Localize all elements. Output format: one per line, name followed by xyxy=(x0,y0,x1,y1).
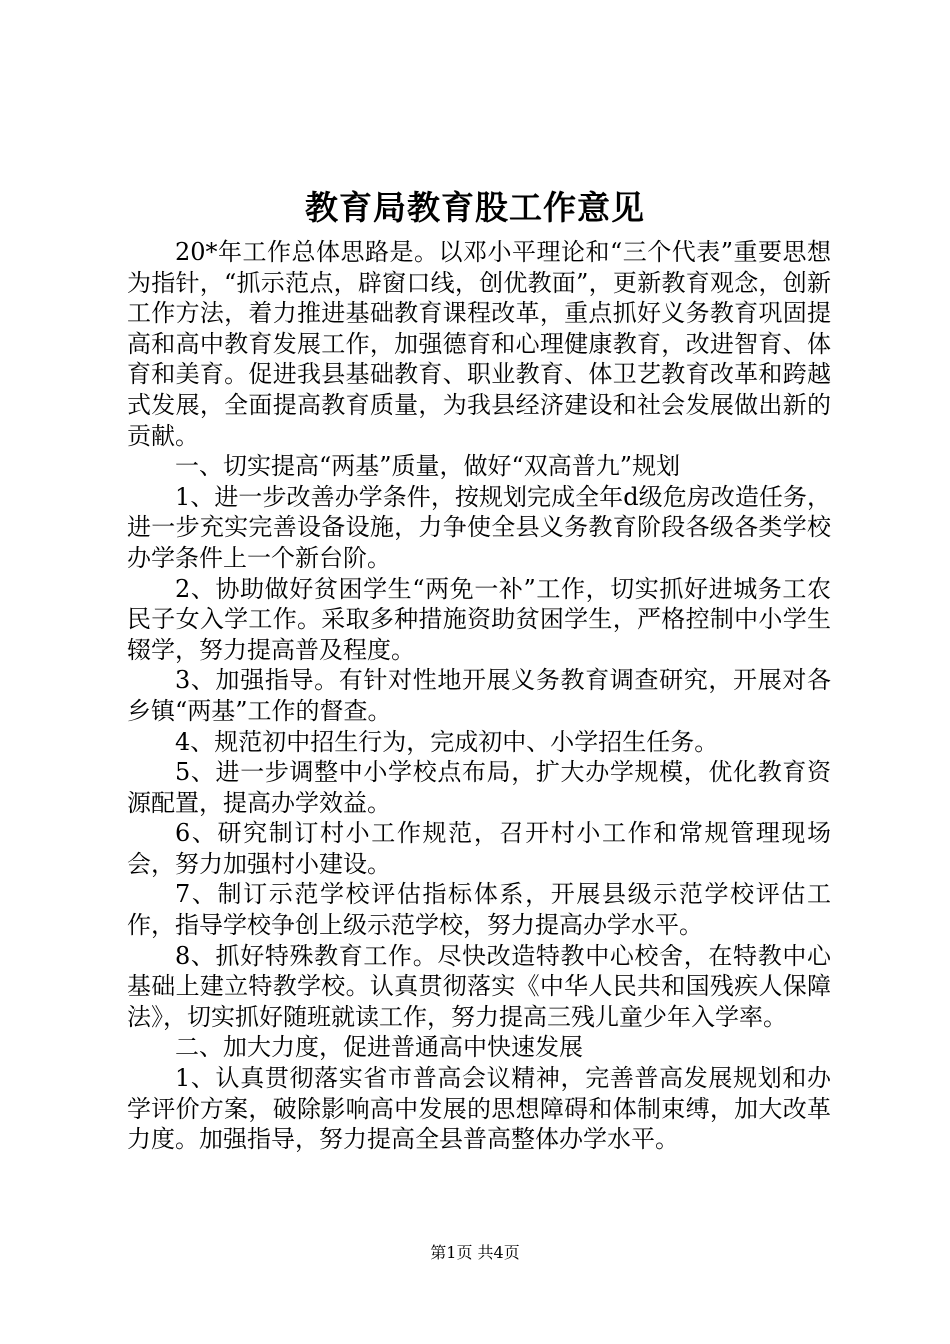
section-heading-2: 二、加大力度，促进普通高中快速发展 xyxy=(175,1033,583,1062)
paragraph-item: 8、抓好特殊教育工作。尽快改造特教中心校舍，在特教中心基础上建立特教学校。认真贯彻落实《中华人民共和国残疾人保障法》，切实抓好随班就读工作，努力提高三残儿童少年入学率。 xyxy=(127,941,831,1031)
paragraph-item: 7、制订示范学校评估指标体系，开展县级示范学校评估工作，指导学校争创上级示范学校，努力提高办学水平。 xyxy=(127,880,831,940)
document-title: 教育局教育股工作意见 xyxy=(305,188,645,227)
paragraph-overview: 20*年工作总体思路是。以邓小平理论和“三个代表”重要思想为指针，“抓示范点，辟窗口线，创优教面”，更新教育观念，创新工作方法，着力推进基础教育课程改革，重点抓好义务教育巩固提高和高中教育发展工作，加强德育和心理健康教育，改进智育、体育和美育。促进我县基础教育、职业教育、体卫艺教育改革和跨越式发展，全面提高教育质量，为我县经济建设和社会发展做出新的贡献。 xyxy=(127,238,831,450)
paragraph-item: 6、研究制订村小工作规范，召开村小工作和常规管理现场会，努力加强村小建设。 xyxy=(127,819,831,878)
paragraph-item: 2、协助做好贫困学生“两免一补”工作，切实抓好进城务工农民子女入学工作。采取多种措施资助贫困学生，严格控制中小学生辍学，努力提高普及程度。 xyxy=(127,574,831,664)
document-body xyxy=(127,237,831,1155)
paragraph-item: 1、进一步改善办学条件，按规划完成全年d级危房改造任务，进一步充实完善设备设施，力争使全县义务教育阶段各级各类学校办学条件上一个新台阶。 xyxy=(127,482,831,572)
paragraph-item: 5、进一步调整中小学校点布局，扩大办学规模，优化教育资源配置，提高办学效益。 xyxy=(127,758,831,817)
section-heading-1: 一、切实提高“两基”质量，做好“双高普九”规划 xyxy=(175,452,681,481)
page-footer: 第1页 共4页 xyxy=(430,1243,520,1262)
paragraph-item: 3、加强指导。有针对性地开展义务教育调查研究，开展对各乡镇“两基”工作的督查。 xyxy=(127,666,831,725)
paragraph-item: 1、认真贯彻落实省市普高会议精神，完善普高发展规划和办学评价方案，破除影响高中发展的思想障碍和体制束缚，加大改革力度。加强指导，努力提高全县普高整体办学水平。 xyxy=(127,1064,831,1154)
paragraph-item: 4、规范初中招生行为，完成初中、小学招生任务。 xyxy=(175,727,719,756)
